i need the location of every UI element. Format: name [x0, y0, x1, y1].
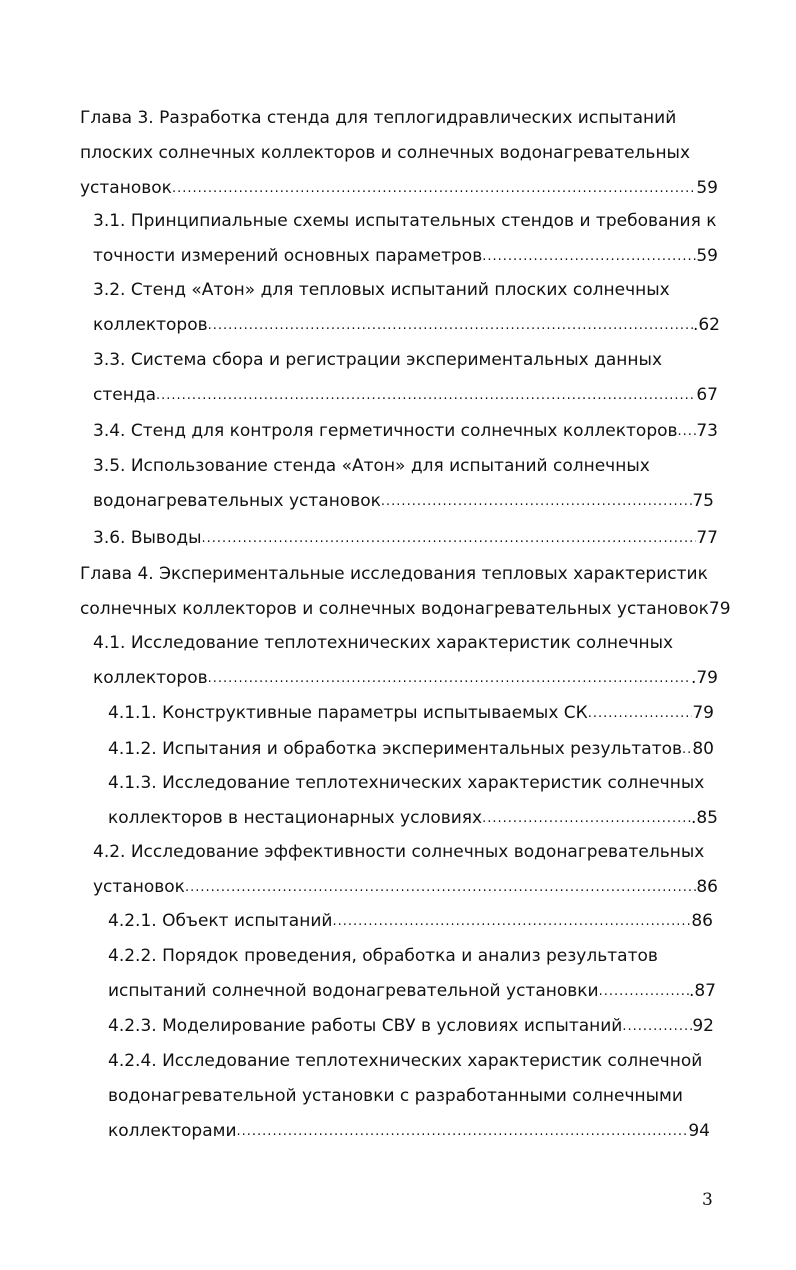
- toc-page-ref: 94: [688, 1121, 710, 1141]
- toc-entry-leader-line: [80, 171, 718, 206]
- dot-leader: [599, 974, 689, 1009]
- toc-entry-leader-line: [93, 661, 718, 696]
- toc-entry-line: 4.1.3. Исследование теплотехнических характеристик солнечных: [108, 773, 705, 793]
- dot-leader: [172, 171, 696, 206]
- toc-page-ref: .87: [688, 981, 716, 1001]
- toc-entry-leader-line: [93, 870, 718, 905]
- toc-entry-title: установок: [93, 877, 185, 897]
- toc-entry-leader-line: [93, 414, 718, 449]
- dot-leader: [202, 521, 697, 556]
- toc-page-ref: 75: [692, 491, 714, 511]
- toc-entry-leader-line: [108, 801, 718, 836]
- toc-entry-leader-line: [80, 592, 731, 627]
- toc-entry-title: солнечных коллекторов и солнечных водонагревательных установок: [80, 599, 709, 619]
- toc-entry-leader-line: [93, 484, 714, 519]
- toc-entry-leader-line: [108, 1009, 714, 1044]
- toc-entry-title: коллекторами: [108, 1121, 237, 1141]
- toc-entry-title: 3.4. Стенд для контроля герметичности солнечных коллекторов: [93, 421, 678, 441]
- toc-entry-title: 4.1.1. Конструктивные параметры испытываемых СК: [108, 703, 588, 723]
- toc-page-ref: 67: [696, 385, 718, 405]
- toc-page-ref: 80: [692, 739, 714, 759]
- toc-entry-line: плоских солнечных коллекторов и солнечных водонагревательных: [80, 143, 691, 163]
- toc-entry-leader-line: [108, 696, 714, 731]
- dot-leader: [332, 904, 691, 939]
- toc-entry-leader-line: [108, 732, 714, 767]
- dot-leader: [208, 661, 691, 696]
- toc-page-ref: 92: [692, 1016, 714, 1036]
- toc-entry-title: коллекторов в нестационарных условиях: [108, 808, 483, 828]
- toc-entry-title: коллекторов: [93, 315, 208, 335]
- dot-leader: [588, 696, 693, 731]
- toc-entry-line: 3.2. Стенд «Атон» для тепловых испытаний плоских солнечных: [93, 280, 670, 300]
- toc-entry-title: установок: [80, 178, 172, 198]
- dot-leader: [482, 239, 696, 274]
- toc-page-ref: .62: [692, 315, 720, 335]
- dot-leader: [678, 414, 697, 449]
- toc-entry-line: 4.2.2. Порядок проведения, обработка и анализ результатов: [108, 946, 658, 966]
- toc-entry-leader-line: [108, 1114, 710, 1149]
- toc-entry-title: коллекторов: [93, 668, 208, 688]
- toc-entry-leader-line: [93, 521, 718, 556]
- toc-page-ref: .85: [690, 808, 718, 828]
- toc-entry-title: 4.2.1. Объект испытаний: [108, 911, 333, 931]
- dot-leader: [682, 732, 692, 767]
- toc-entry-title: 4.2.3. Моделирование работы СВУ в условиях испытаний: [108, 1016, 623, 1036]
- toc-page-ref: 73: [696, 421, 718, 441]
- toc-page-ref: 77: [696, 528, 718, 548]
- toc-page-ref: 59: [696, 246, 718, 266]
- dot-leader: [482, 801, 691, 836]
- toc-page-ref: 86: [696, 877, 718, 897]
- dot-leader: [381, 484, 692, 519]
- toc-entry-line: 3.1. Принципиальные схемы испытательных стендов и требования к: [93, 211, 717, 231]
- dot-leader: [156, 378, 696, 413]
- toc-entry-title: точности измерений основных параметров: [93, 246, 483, 266]
- toc-entry-line: 4.2. Исследование эффективности солнечных водонагревательных: [93, 842, 705, 862]
- dot-leader: [237, 1114, 689, 1149]
- toc-entry-title: 4.1.2. Испытания и обработка экспериментальных результатов: [108, 739, 683, 759]
- toc-entry-line: 3.5. Использование стенда «Атон» для испытаний солнечных: [93, 456, 650, 476]
- toc-entry-title: стенда: [93, 385, 156, 405]
- dot-leader: [622, 1009, 692, 1044]
- toc-entry-leader-line: [108, 904, 713, 939]
- toc-entry-line: 4.2.4. Исследование теплотехнических характеристик солнечной: [108, 1051, 703, 1071]
- toc-entry-leader-line: [93, 378, 718, 413]
- toc-page-ref: 59: [696, 178, 718, 198]
- toc-entry-title: 3.6. Выводы: [93, 528, 202, 548]
- toc-entry-leader-line: [108, 974, 716, 1009]
- toc-entry-title: испытаний солнечной водонагревательной установки: [108, 981, 599, 1001]
- toc-entry-leader-line: [93, 308, 720, 343]
- toc-page-ref: 86: [691, 911, 713, 931]
- toc-page-ref: 79: [708, 599, 731, 619]
- toc-entry-line: 3.3. Система сбора и регистрации экспериментальных данных: [93, 350, 663, 370]
- toc-entry-line: Глава 3. Разработка стенда для теплогидравлических испытаний: [80, 108, 677, 128]
- toc-page-ref: .79: [690, 668, 718, 688]
- toc-page-ref: 79: [692, 703, 714, 723]
- toc-entry-title: водонагревательных установок: [93, 491, 381, 511]
- toc-entry-line: 4.1. Исследование теплотехнических характеристик солнечных: [93, 633, 674, 653]
- page-number: 3: [702, 1190, 713, 1210]
- dot-leader: [208, 308, 693, 343]
- toc-entry-line: водонагревательной установки с разработанными солнечными: [108, 1086, 683, 1106]
- toc-entry-leader-line: [93, 239, 718, 274]
- toc-entry-line: Глава 4. Экспериментальные исследования тепловых характеристик: [80, 564, 708, 584]
- dot-leader: [185, 870, 696, 905]
